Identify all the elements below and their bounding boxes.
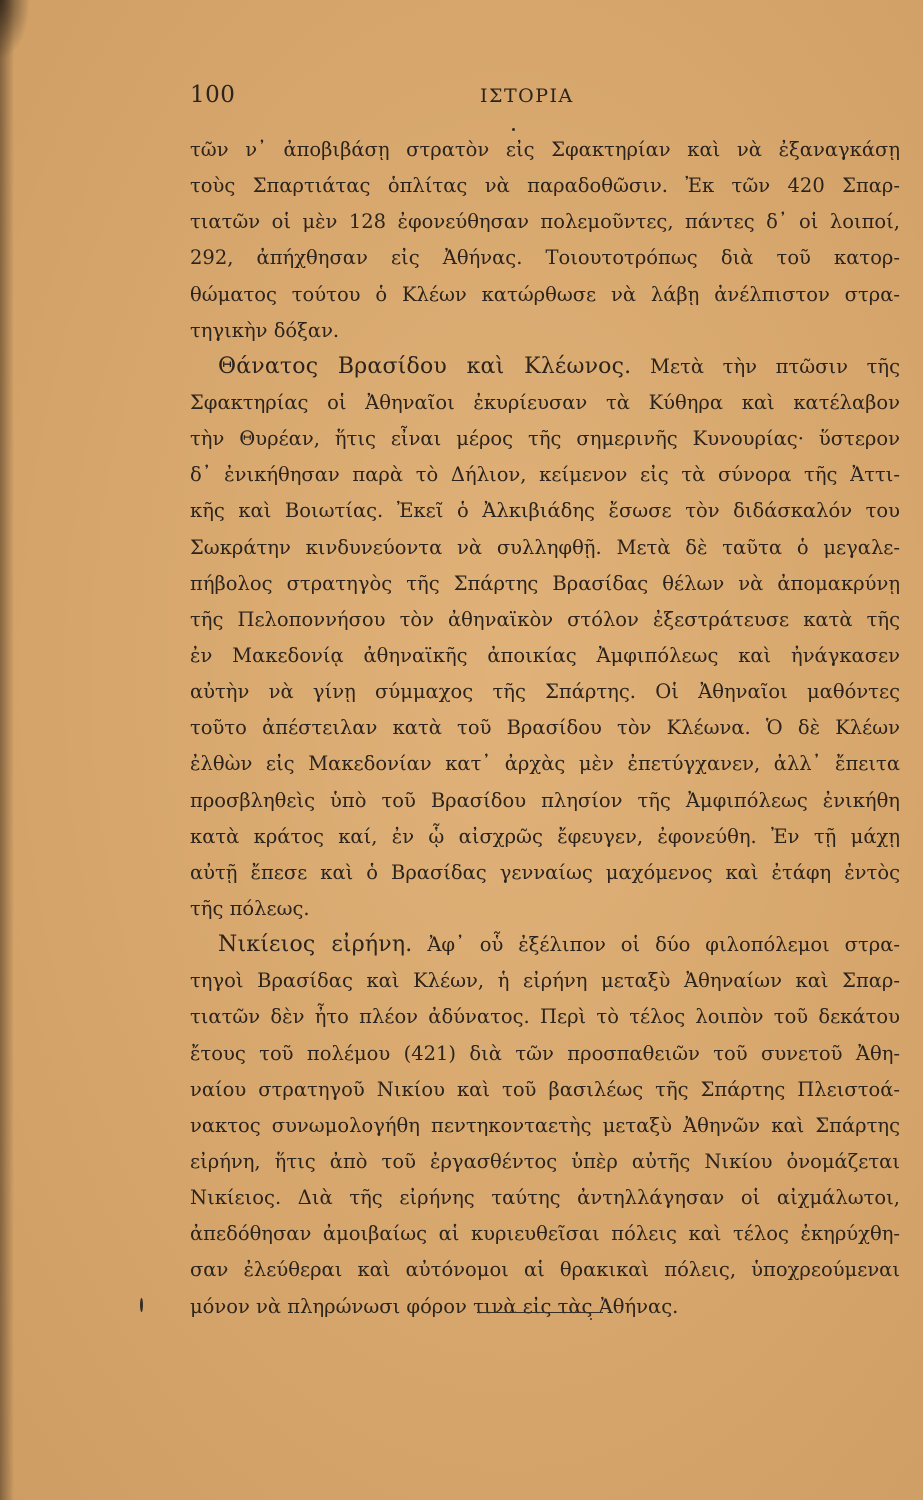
text-line: τηγοὶ Βρασίδας καὶ Κλέων, ἡ εἰρήνη μεταξὺ Ἀθηναίων καὶ Σπαρ- — [190, 969, 900, 993]
text-line: Νικίειος. Διὰ τῆς εἰρήνης ταύτης ἀντηλλάγησαν οἱ αἰχμάλωτοι, — [190, 1186, 900, 1210]
text-line: κῆς καὶ Βοιωτίας. Ἐκεῖ ὁ Ἀλκιβιάδης ἔσωσε τὸν διδάσκαλόν του — [190, 499, 900, 523]
end-of-chapter-rule — [477, 1312, 603, 1313]
text-fragment: Ἀφ᾽ οὗ ἐξέλιπον οἱ δύο φιλοπόλεμοι στρα- — [427, 933, 900, 957]
text-line: τιατῶν δὲν ἦτο πλέον ἀδύνατος. Περὶ τὸ τέλος λοιπὸν τοῦ δεκάτου — [190, 1005, 900, 1029]
paragraph-start-line — [190, 927, 900, 963]
section-heading: Νικίειος εἰρήνη. — [218, 932, 413, 958]
page-number: 100 — [190, 82, 236, 108]
section-heading: Θάνατος Βρασίδου καὶ Κλέωνος. — [218, 353, 632, 379]
text-line: προσβληθεὶς ὑπὸ τοῦ Βρασίδου πλησίον τῆς Ἀμφιπόλεως ἐνικήθη — [190, 788, 900, 812]
text-line: τῶν ν᾽ ἀποβιβάσῃ στρατὸν εἰς Σφακτηρίαν καὶ νὰ ἐξαναγκάσῃ — [190, 138, 900, 161]
text-line: ἔτους τοῦ πολέμου (421) διὰ τῶν προσπαθειῶν τοῦ συνετοῦ Ἀθη- — [190, 1041, 900, 1065]
paper-speck — [512, 128, 515, 131]
paper-speck — [590, 1318, 592, 1320]
text-line: τιατῶν οἱ μὲν 128 ἐφονεύθησαν πολεμοῦντες, πάντες δ᾽ οἱ λοιποί, — [190, 210, 900, 234]
text-line: αὐτῇ ἔπεσε καὶ ὁ Βρασίδας γενναίως μαχόμενος καὶ ἐτάφη ἐντὸς — [190, 860, 900, 884]
text-fragment: Μετὰ τὴν πτῶσιν τῆς — [650, 354, 900, 378]
page-header — [190, 82, 902, 116]
text-line: πήβολος στρατηγὸς τῆς Σπάρτης Βρασίδας θέλων νὰ ἀπομακρύνῃ — [190, 571, 900, 595]
text-line: τηγικὴν δόξαν. — [190, 318, 340, 342]
text-line: εἰρήνη, ἥτις ἀπὸ τοῦ ἐργασθέντος ὑπὲρ αὐτῆς Νικίου ὀνομάζεται — [190, 1149, 900, 1173]
text-line: τοὺς Σπαρτιάτας ὁπλίτας νὰ παραδοθῶσιν. Ἐκ τῶν 420 Σπαρ- — [190, 174, 900, 198]
text-line: κατὰ κράτος καί, ἐν ᾧ αἰσχρῶς ἔφευγεν, ἐφονεύθη. Ἐν τῇ μάχῃ — [190, 824, 900, 848]
text-line: τῆς Πελοποννήσου τὸν ἀθηναϊκὸν στόλον ἐξεστράτευσε κατὰ τῆς — [190, 607, 900, 631]
text-line: τοῦτο ἀπέστειλαν κατὰ τοῦ Βρασίδου τὸν Κλέωνα. Ὁ δὲ Κλέων — [190, 716, 900, 740]
text-line: θώματος τούτου ὁ Κλέων κατώρθωσε νὰ λάβῃ ἀνέλπιστον στρα- — [190, 282, 900, 306]
text-line: σαν ἐλεύθεραι καὶ αὐτόνομοι αἱ θρακικαὶ πόλεις, ὑποχρεούμεναι — [190, 1258, 900, 1282]
text-line: ἐν Μακεδονίᾳ ἀθηναϊκῆς ἀποικίας Ἀμφιπόλεως καὶ ἠνάγκασεν — [190, 643, 900, 667]
text-line: 292, ἀπήχθησαν εἰς Ἀθήνας. Τοιουτοτρόπως διὰ τοῦ κατορ- — [190, 246, 900, 270]
paper-speck — [140, 1298, 143, 1312]
running-head: ΙΣΤΟΡΙΑ — [480, 85, 574, 107]
text-line: ἐλθὼν εἰς Μακεδονίαν κατ᾽ ἀρχὰς μὲν ἐπετύγχανεν, ἀλλ᾽ ἔπειτα — [190, 752, 900, 776]
text-line: τὴν Θυρέαν, ἥτις εἶναι μέρος τῆς σημερινῆς Κυνουρίας· ὕστερον — [190, 427, 900, 451]
text-line: τῆς πόλεως. — [190, 896, 310, 920]
text-line: ἀπεδόθησαν ἀμοιβαίως αἱ κυριευθεῖσαι πόλεις καὶ τέλος ἐκηρύχθη- — [190, 1222, 900, 1246]
page-edge-shadow — [0, 0, 14, 1500]
corner-stain — [0, 0, 30, 60]
paragraph-start-line — [190, 349, 900, 385]
text-line: Σωκράτην κινδυνεύοντα νὰ συλληφθῇ. Μετὰ δὲ ταῦτα ὁ μεγαλε- — [190, 535, 900, 559]
text-block — [190, 132, 900, 1325]
text-line: δ᾽ ἐνικήθησαν παρὰ τὸ Δήλιον, κείμενον εἰς τὰ σύνορα τῆς Ἀττι- — [190, 463, 900, 487]
text-line: μόνον νὰ πληρώνωσι φόρον τινὰ εἰς τὰς Ἀθήνας. — [190, 1294, 679, 1318]
text-line: νακτος συνωμολογήθη πεντηκονταετὴς μεταξὺ Ἀθηνῶν καὶ Σπάρτης — [190, 1113, 900, 1137]
text-line: Σφακτηρίας οἱ Ἀθηναῖοι ἐκυρίευσαν τὰ Κύθηρα καὶ κατέλαβον — [190, 390, 900, 414]
text-line: ναίου στρατηγοῦ Νικίου καὶ τοῦ βασιλέως τῆς Σπάρτης Πλειστοά- — [190, 1077, 900, 1101]
text-line: αὐτὴν νὰ γίνῃ σύμμαχος τῆς Σπάρτης. Οἱ Ἀθηναῖοι μαθόντες — [190, 680, 900, 704]
